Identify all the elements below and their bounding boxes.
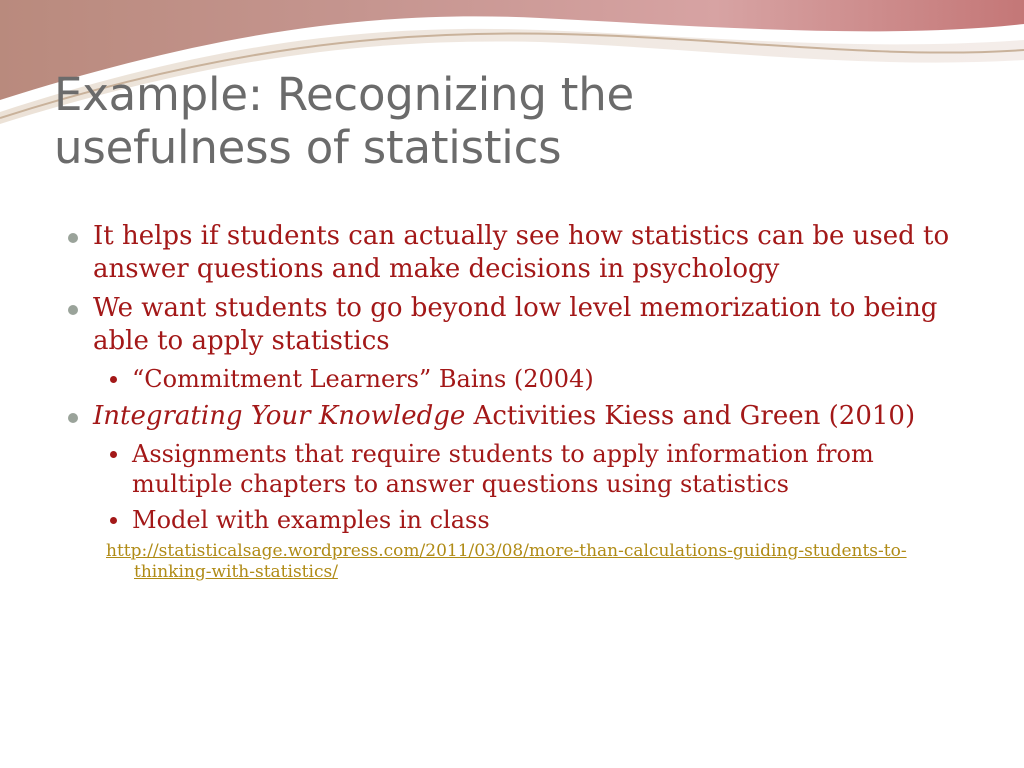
title-line-2: usefulness of statistics xyxy=(54,121,562,175)
sub-bullet-item xyxy=(104,439,964,499)
slide-title xyxy=(54,68,954,174)
sub-bullet-item xyxy=(104,505,964,535)
sub-bullet-text: “Commitment Learners” Bains (2004) xyxy=(132,365,594,393)
bullet-item xyxy=(64,292,964,358)
bullet-item xyxy=(64,400,964,433)
sub-bullet-text: Assignments that require students to apply information from multiple chapters to answer questions using statistics xyxy=(132,440,874,498)
sub-bullet-dot-icon xyxy=(110,451,117,458)
bullet-item xyxy=(64,220,964,286)
bullet-text: We want students to go beyond low level memorization to being able to apply statistics xyxy=(93,293,938,356)
bullet-dot-icon xyxy=(68,413,78,423)
sub-bullet-dot-icon xyxy=(110,376,117,383)
sub-bullet-dot-icon xyxy=(110,517,117,524)
sub-bullet-item xyxy=(104,364,964,394)
title-line-1: Example: Recognizing the xyxy=(54,68,635,121)
reference-link[interactable]: http://statisticalsage.wordpress.com/2011/03/08/more-than-calculations-guiding-students-to-thinking-with-statistics/ xyxy=(106,541,907,582)
bullet-italic-text: Integrating Your Knowledge xyxy=(93,401,466,431)
slide-body xyxy=(64,220,964,583)
bullet-dot-icon xyxy=(68,305,78,315)
bullet-text: Activities Kiess and Green (2010) xyxy=(465,401,916,431)
sub-bullet-text: Model with examples in class xyxy=(132,506,490,534)
bullet-text: It helps if students can actually see how statistics can be used to answer questions and make decisions in psychology xyxy=(93,221,950,284)
bullet-dot-icon xyxy=(68,233,78,243)
